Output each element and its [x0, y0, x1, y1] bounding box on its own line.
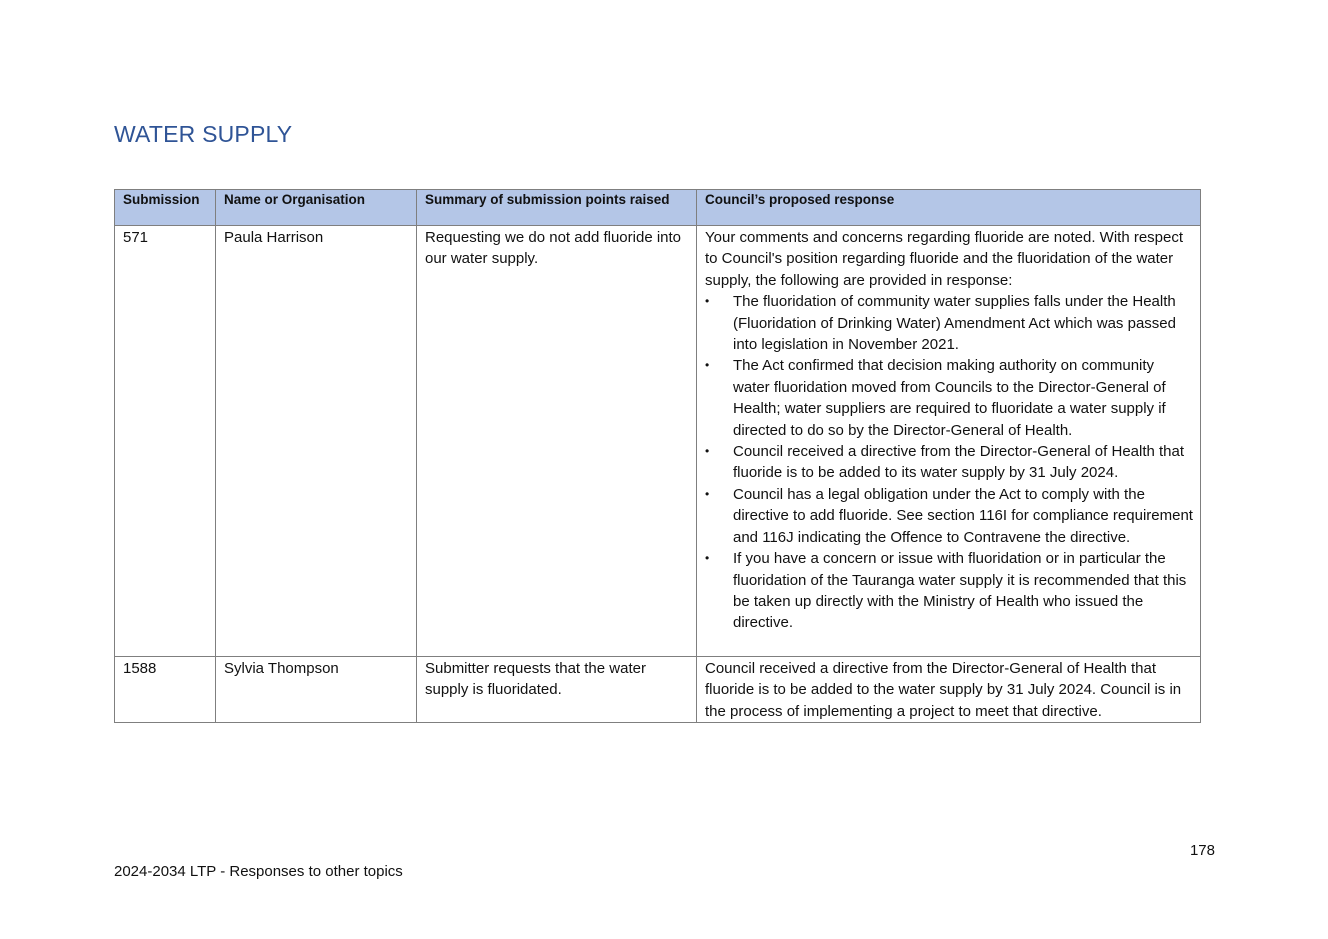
footer-title: 2024-2034 LTP - Responses to other topics	[114, 863, 403, 880]
page-number: 178	[1189, 842, 1215, 859]
response-point	[705, 441, 1193, 484]
header-response: Council’s proposed response	[697, 190, 1201, 226]
bullet-icon: •	[705, 358, 710, 373]
bullet-icon: •	[705, 444, 710, 459]
council-response: Council received a directive from the Director-General of Health that fluoride is to be added to the water supply by 31 July 2024. Council is in the process of implementing a project to meet that directive.	[697, 657, 1201, 723]
response-point	[705, 291, 1193, 355]
response-points-list	[705, 291, 1193, 634]
response-point-text: Council has a legal obligation under the Act to comply with the directive to add fluoride. See section 116I for compliance requirement and 116J indicating the Offence to Contravene the directive.	[733, 485, 1193, 546]
council-response	[697, 226, 1201, 657]
bullet-icon: •	[705, 551, 710, 566]
header-submission: Submission	[115, 190, 216, 226]
submission-number: 571	[115, 226, 216, 657]
section-heading: WATER SUPPLY	[114, 121, 293, 147]
bullet-icon: •	[705, 486, 710, 501]
submission-summary: Requesting we do not add fluoride into our water supply.	[417, 226, 697, 657]
response-point	[705, 548, 1193, 634]
response-point	[705, 355, 1193, 441]
response-point-text: Council received a directive from the Director-General of Health that fluoride is to be added to its water supply by 31 July 2024.	[733, 443, 1185, 482]
table-row	[115, 657, 1201, 723]
submission-summary: Submitter requests that the water supply is fluoridated.	[417, 657, 697, 723]
response-intro: Your comments and concerns regarding fluoride are noted. With respect to Council's position regarding fluoride and the fluoridation of the water supply, the following are provided in response:	[705, 229, 1184, 289]
submissions-table	[114, 189, 1201, 723]
header-row	[115, 190, 1201, 226]
submitter-name: Paula Harrison	[216, 226, 417, 657]
response-point-text: The Act confirmed that decision making authority on community water fluoridation moved from Councils to the Director-General of Health; water suppliers are required to fluoridate a water supply if directed to do so by the Director-General of Health.	[733, 357, 1166, 439]
response-point-text: The fluoridation of community water supplies falls under the Health (Fluoridation of Drinking Water) Amendment Act which was passed into legislation in November 2021.	[733, 293, 1176, 354]
table-header	[115, 190, 1201, 226]
submitter-name: Sylvia Thompson	[216, 657, 417, 723]
response-point	[705, 484, 1193, 548]
table-row	[115, 226, 1201, 657]
header-summary: Summary of submission points raised	[417, 190, 697, 226]
response-point-text: If you have a concern or issue with fluoridation or in particular the fluoridation of the Tauranga water supply it is recommended that this be taken up directly with the Ministry of Health who issued the directive.	[733, 550, 1187, 632]
bullet-icon: •	[705, 294, 710, 309]
header-name: Name or Organisation	[216, 190, 417, 226]
submission-number: 1588	[115, 657, 216, 723]
